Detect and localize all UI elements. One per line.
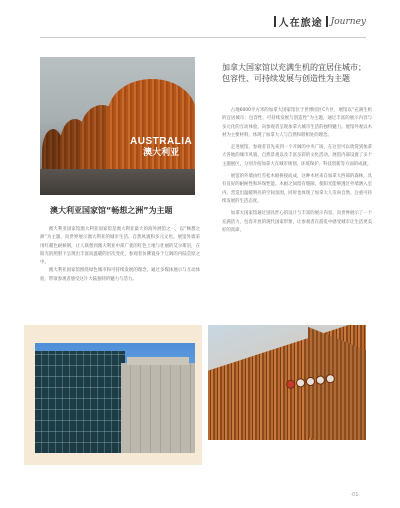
paragraph: 澳大利亚国家馆澳大利亚国家馆是澳大利亚最大的海外展馆之一，以“畅想之洲”为主题，向世界展示澳大利亚的城市生活、自然风貌和多元文化。展馆外墙采用红赭色耐候钢，让人联想到澳大利亚中部广袤的红色土地与壮丽的艾尔斯岩，在阳光的照射下呈现出丰富而温暖的层次变化，参观者仿佛置身于辽阔的内陆荒原之中。 [40, 227, 200, 266]
visitor-crowd [40, 169, 195, 195]
header-rule [40, 37, 366, 38]
page-number: ·01· [350, 492, 360, 498]
left-article-headline: 澳大利亚国家馆“畅想之洲”为主题 [50, 206, 173, 215]
section-title-english: Journey [330, 16, 366, 27]
stone-facade [121, 363, 195, 453]
left-article-body [40, 226, 200, 284]
pavilion-sign-chinese: 澳大利亚 [143, 146, 180, 157]
glass-facade [35, 351, 125, 453]
header-bar-left [274, 16, 276, 27]
header-bar-right [326, 16, 328, 27]
glass-and-stone-building-photo [35, 343, 195, 453]
paragraph: 澳大利亚国家馆围绕绿色城市和可持续发展的理念，通过多媒体展示与互动体验，带领参观者感受这片大陆独特的魅力与活力。 [40, 268, 200, 282]
australia-pavilion-photo [40, 57, 195, 195]
paragraph: 占地6000平方米的加拿大国家馆位于世博园区C片区，展馆以“充满生机的宜居城市：包容性、可持续发展与创造性”为主题，通过丰富的展示内容与多元化的互动体验，向参观者呈现加拿大城市生活的独特魅力。展馆外观以木材为主要材料，体现了加拿大人与自然和谐相处的理念。 [222, 108, 372, 138]
paragraph: 走进展馆，参观者首先来到一个开阔的中央广场，在这里可以欣赏到加拿大各地的城市风貌、自然景观以及丰富多彩的文化活动。展馆内部设置了多个主题展区，分别介绍加拿大在城市规划、环境保护、科技创新等方面的成就。 [222, 145, 372, 167]
section-title: 人在旅途 [278, 18, 323, 29]
pavilion-sign [130, 137, 192, 157]
pavilion-sign-english: AUSTRALIA [130, 136, 193, 147]
right-article-headline: 加拿大国家馆以充满生机的宜居住城市；包容性、可持续发展与创造性为主题 [222, 63, 366, 83]
right-article-body [222, 107, 372, 239]
canada-pavilion-photo [208, 325, 366, 440]
paragraph: 展馆的外墙由红雪松木板拼接而成，这种木材来自加拿大西部的森林，具有良好的耐候性和环保性能。木板之间留有缝隙，使阳光能够透过外墙洒入室内，营造出温暖明亮的空间氛围，同时也体现了加拿大人崇尚自然、注重可持续发展的生活态度。 [222, 174, 372, 204]
section-header [274, 14, 366, 29]
paragraph: 加拿大国家馆通过别具匠心的设计与丰富的展示内容，向世界展示了一个充满活力、包容开放的现代国家形象，让参观者在游览中感受城市让生活更美好的真谛。 [222, 211, 372, 233]
